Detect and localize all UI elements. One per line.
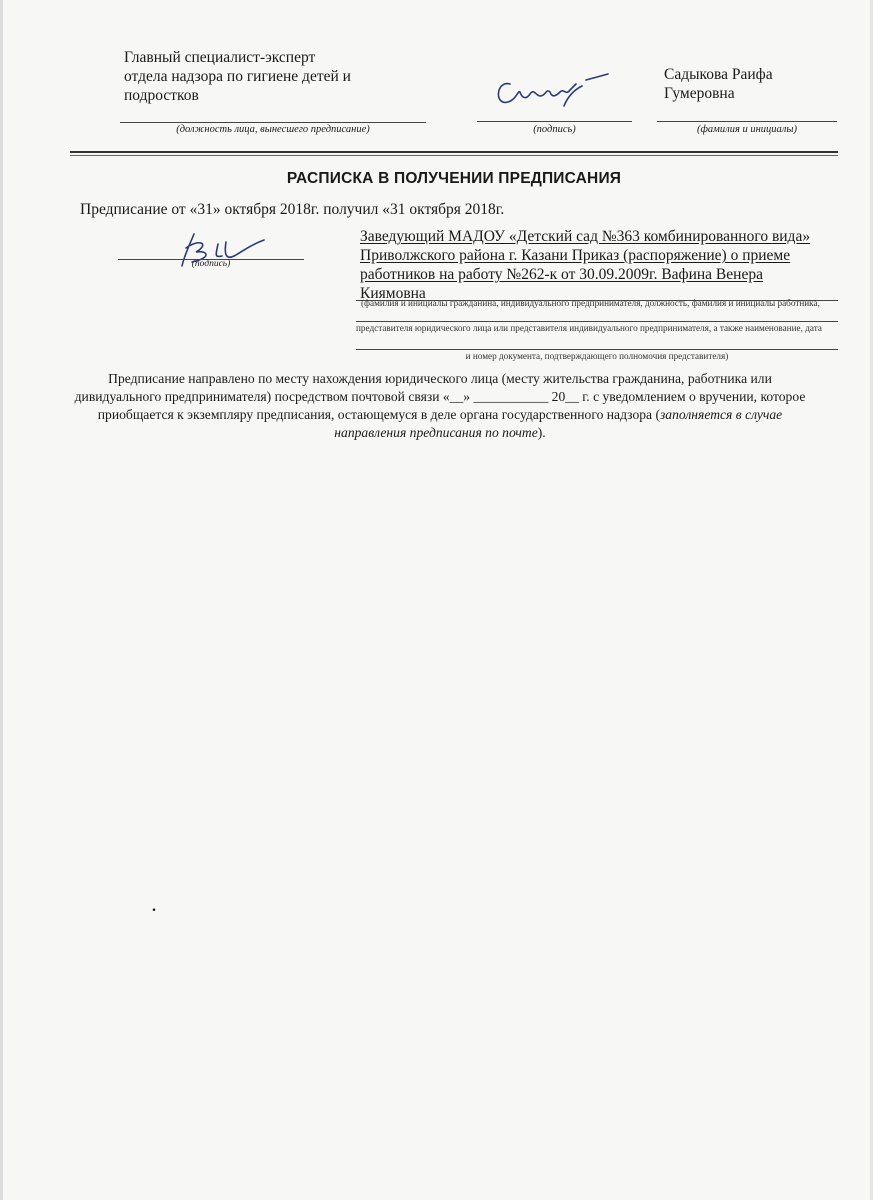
- issuer-name: [664, 65, 844, 103]
- signature-underline: [477, 121, 632, 122]
- scan-edge-left: [0, 0, 3, 1200]
- label-signature: (подпись): [533, 124, 576, 135]
- position-underline: [120, 122, 426, 123]
- name-underline: [657, 121, 837, 122]
- label-position: (должность лица, вынесшего предписание): [176, 124, 370, 135]
- issuer-position: [124, 48, 424, 105]
- recipient-caption-line: и номер документа, подтверждающего полномочия представителя): [465, 351, 729, 361]
- issuer-position-line: подростков: [124, 87, 199, 104]
- caption-underline: [356, 349, 838, 350]
- recipient-signature-label: (подпись): [191, 259, 231, 269]
- issuer-position-line: отдела надзора по гигиене детей и: [124, 68, 351, 85]
- received-line: Предписание от «31» октября 2018г. получил «31 октября 2018г.: [80, 201, 505, 218]
- stray-dot: .: [152, 898, 156, 915]
- postal-line: [40, 406, 840, 424]
- separator-line: [70, 151, 838, 153]
- recipient-line: Заведующий МАДОУ «Детский сад №363 комбинированного вида»: [360, 228, 811, 245]
- separator-line: [70, 155, 838, 156]
- postal-italic: заполняется в случае: [660, 407, 783, 422]
- caption-underline: [356, 321, 838, 322]
- label-name: (фамилия и инициалы): [696, 124, 797, 135]
- postal-line: Предписание направлено по месту нахождения юридического лица (месту жительства гражданина, работника или: [108, 371, 772, 386]
- recipient-line: Киямовна: [360, 285, 426, 302]
- postal-line: [40, 424, 840, 442]
- recipient-details: [360, 227, 840, 303]
- postal-line: дивидуального предпринимателя) посредством почтовой связи «__» ___________ 20__ г. с уведомлением о вручении, которое: [74, 389, 806, 404]
- recipient-caption-line: (фамилия и инициалы гражданина, индивидуального предпринимателя, должность, фамилия и инициалы работника,: [361, 298, 820, 308]
- issuer-name-line: Садыкова Раифа: [664, 66, 773, 83]
- receipt-title: РАСПИСКА В ПОЛУЧЕНИИ ПРЕДПИСАНИЯ: [286, 170, 622, 187]
- issuer-signature: [490, 66, 620, 116]
- issuer-name-line: Гумеровна: [664, 85, 735, 102]
- recipient-line: работников на работу №262-к от 30.09.2009г. Вафина Венера: [360, 266, 763, 283]
- recipient-caption-line: представителя юридического лица или представителя индивидуального предпринимателя, а также наименование, дата: [356, 323, 822, 333]
- postal-text: ).: [537, 425, 546, 440]
- postal-notice: [40, 370, 840, 442]
- postal-italic: направления предписания по почте: [334, 425, 538, 440]
- recipient-line: Приволжского района г. Казани Приказ (распоряжение) о приеме: [360, 247, 791, 264]
- postal-text: приобщается к экземпляру предписания, остающемуся в деле органа государственного надзора (: [97, 407, 660, 422]
- issuer-position-line: Главный специалист-эксперт: [124, 49, 316, 66]
